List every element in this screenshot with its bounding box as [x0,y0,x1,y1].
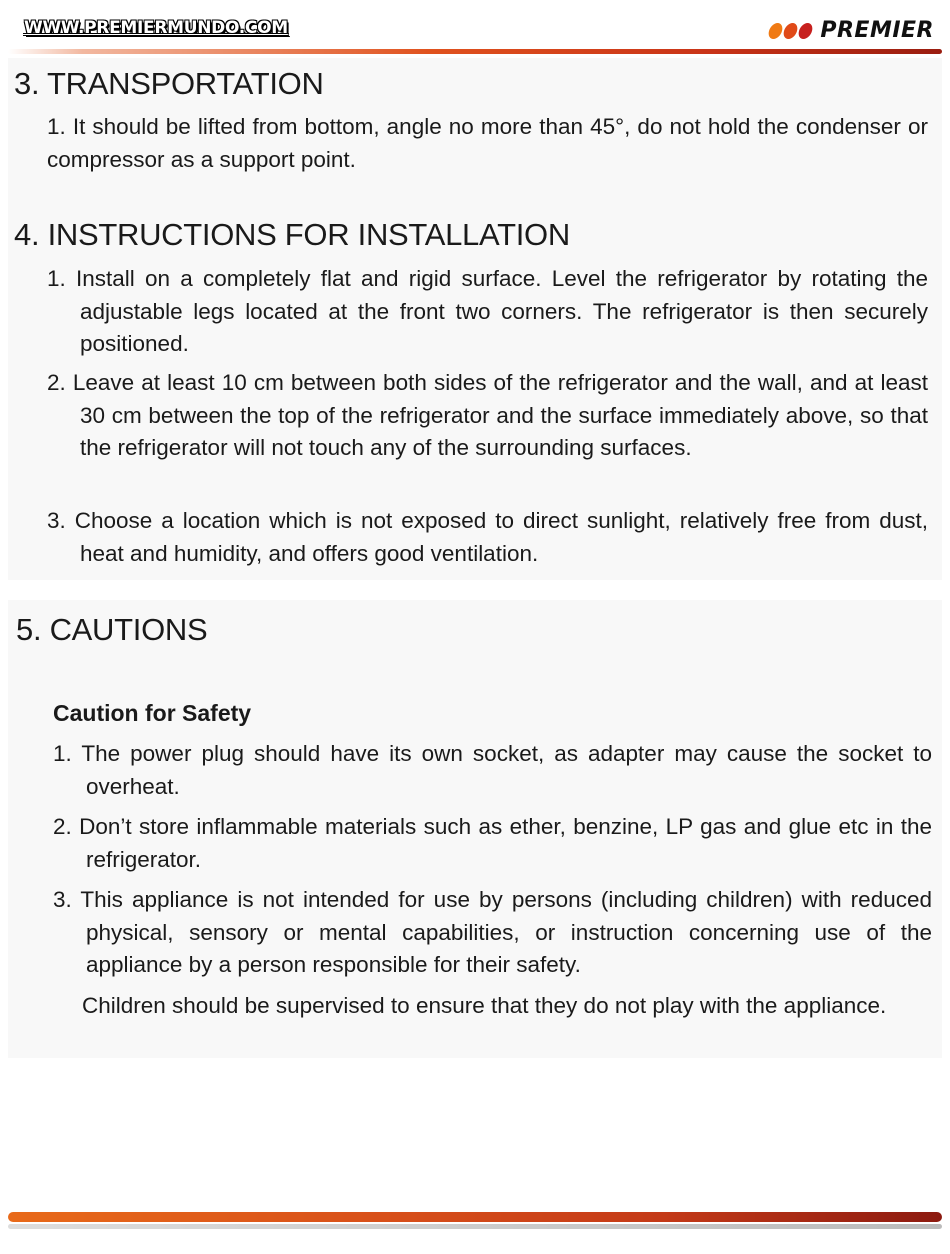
transportation-heading: 3. TRANSPORTATION [14,66,324,101]
caution-item-2: 2. Don’t store inflammable materials such as ether, benzine, LP gas and glue etc in the refrigerator. [53,814,932,872]
logo-dot-crimson [797,23,814,39]
caution-item-1: 1. The power plug should have its own socket, as adapter may cause the socket to overheat. [53,741,932,799]
caution-note: Children should be supervised to ensure that they do not play with the appliance. [82,993,887,1018]
caution-safety-subheading: Caution for Safety [53,700,252,726]
transportation-item-1: 1. It should be lifted from bottom, angle no more than 45°, do not hold the condenser or compressor as a support point. [47,114,928,172]
footer-divider-shadow [8,1224,942,1229]
footer-divider [8,1212,942,1222]
logo-dot-red [782,23,799,39]
caution-item-3: 3. This appliance is not intended for use by persons (including children) with reduced physical, sensory or mental capabilities, or instruction concerning use of the appliance by a person responsible for their safety. [53,887,932,977]
installation-item-3: 3. Choose a location which is not exposed to direct sunlight, relatively free from dust, heat and humidity, and offers good ventilation. [47,508,928,566]
installation-heading: 4. INSTRUCTIONS FOR INSTALLATION [14,217,570,252]
logo-text: PREMIER [820,18,934,43]
header-divider [8,49,942,54]
premier-logo [769,18,934,43]
site-url-link[interactable]: WWW.PREMIERMUNDO.COM [24,18,288,38]
installation-item-1: 1. Install on a completely flat and rigid surface. Level the refrigerator by rotating the adjustable legs located at the front two corners. The refrigerator is then securely positioned. [47,266,928,356]
installation-item-2: 2. Leave at least 10 cm between both sides of the refrigerator and the wall, and at least 30 cm between the top of the refrigerator and the surface immediately above, so that the refrigerator will not touch any of the surrounding surfaces. [47,370,928,460]
page-header [0,0,950,60]
logo-dot-orange [767,23,784,39]
cautions-heading: 5. CAUTIONS [16,612,208,647]
